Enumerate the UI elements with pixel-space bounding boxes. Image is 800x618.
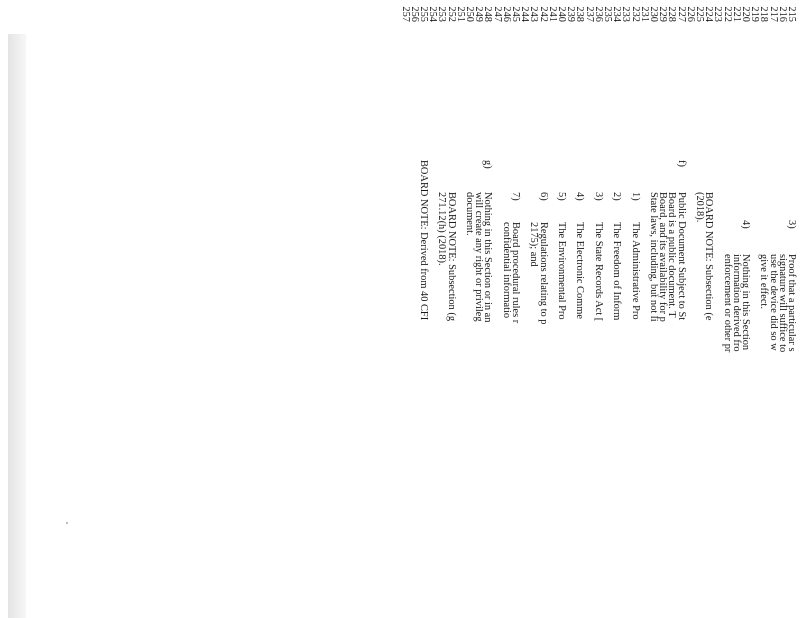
scanner-edge-shadow xyxy=(8,34,26,618)
line-number-text: 257 xyxy=(399,6,411,22)
line-number-text: 223 xyxy=(712,6,724,22)
text-234: The Freedom of Inform xyxy=(611,222,623,321)
f5-label: 5) xyxy=(556,192,567,201)
line-number-text: 233 xyxy=(620,6,632,22)
text-line-221 xyxy=(732,0,741,560)
text-232: The Administrative Pro xyxy=(629,222,641,320)
text-line-218 xyxy=(759,0,768,560)
text-230: State laws, including, but not li xyxy=(648,192,659,322)
f6-label: 6) xyxy=(537,192,549,201)
text-221: information derived fro xyxy=(730,254,742,352)
text-line-228 xyxy=(667,0,676,560)
text-line-230 xyxy=(649,0,658,560)
f7-label: 7) xyxy=(510,192,521,201)
line-number-text: 224 xyxy=(703,6,715,22)
line-number xyxy=(456,0,465,560)
item-4-label: 4) xyxy=(740,220,751,229)
text-line-253 xyxy=(437,0,446,560)
text-240: The Environmental Pro xyxy=(556,222,567,320)
f2-label: 2) xyxy=(611,192,623,201)
f3-label: 3) xyxy=(592,192,604,201)
line-number-text: 244 xyxy=(519,6,531,22)
text-line-215 xyxy=(787,0,796,560)
text-line-252 xyxy=(446,0,455,560)
text-line-222 xyxy=(722,0,731,560)
line-number-text: 249 xyxy=(473,6,485,22)
line-number xyxy=(428,0,437,560)
line-number-text: 238 xyxy=(574,6,586,22)
text-line-240 xyxy=(557,0,566,560)
scan-speck xyxy=(66,522,68,524)
text-216: signature will suffice to xyxy=(776,254,788,353)
f4-label: 4) xyxy=(574,192,586,201)
text-line-217 xyxy=(768,0,777,560)
text-224: BOARD NOTE: Subsection (e xyxy=(703,192,715,321)
text-245: Board procedural rules r xyxy=(510,222,521,324)
text-248: Nothing in this Section or in an xyxy=(482,192,494,323)
text-246: confidential informatio xyxy=(500,222,512,319)
text-217: use the device did so w xyxy=(767,254,779,351)
text-250: document. xyxy=(464,192,475,236)
line-number-text: 219 xyxy=(749,6,761,22)
line-number-text: 240 xyxy=(556,6,567,22)
line-number xyxy=(400,0,409,560)
line-number-text: 236 xyxy=(592,6,604,22)
text-238: The Electronic Comme xyxy=(574,222,586,319)
line-number-text: 220 xyxy=(740,6,751,22)
text-220: Nothing in this Section xyxy=(740,254,751,351)
line-number-text: 225 xyxy=(694,6,705,22)
section-g-label: g) xyxy=(482,160,494,169)
line-number-text: 235 xyxy=(602,6,613,22)
line-number-text: 222 xyxy=(721,6,733,22)
text-line-220 xyxy=(741,0,750,560)
rotated-document-page xyxy=(110,0,800,560)
line-number xyxy=(520,0,529,560)
line-number-text: 248 xyxy=(482,6,494,22)
item-3-label: 3) xyxy=(786,220,797,229)
line-number-text: 230 xyxy=(648,6,659,22)
text-242: Regulations relating to p xyxy=(537,222,549,325)
text-line-255 xyxy=(419,0,428,560)
line-number-text: 218 xyxy=(758,6,770,22)
text-218: give it effect. xyxy=(758,254,770,309)
line-number-text: 246 xyxy=(500,6,512,22)
f1-label: 1) xyxy=(629,192,641,201)
line-number-text: 243 xyxy=(528,6,540,22)
text-line-250 xyxy=(465,0,474,560)
line-number-text: 216 xyxy=(776,6,788,22)
section-f-label: f) xyxy=(675,160,687,167)
line-number-text: 254 xyxy=(427,6,439,22)
text-line-216 xyxy=(778,0,787,560)
text-line-234 xyxy=(612,0,621,560)
text-line-227 xyxy=(676,0,685,560)
text-line-242 xyxy=(538,0,547,560)
text-line-249 xyxy=(474,0,483,560)
text-249: will create any right or privileg xyxy=(473,192,485,322)
text-243: 2175); and xyxy=(528,222,540,267)
text-227: Public Document Subject to St xyxy=(675,192,687,321)
line-number xyxy=(686,0,695,560)
text-line-245 xyxy=(511,0,520,560)
line-number-text: 253 xyxy=(436,6,448,22)
text-line-232 xyxy=(630,0,639,560)
text-line-229 xyxy=(658,0,667,560)
text-line-248 xyxy=(483,0,492,560)
text-236: The State Records Act [ xyxy=(592,222,604,322)
line-number-text: 255 xyxy=(418,6,429,22)
line-number-text: 237 xyxy=(583,6,595,22)
line-number-text: 215 xyxy=(786,6,797,22)
line-number-text: 256 xyxy=(408,6,420,22)
text-253: 271.12(h) (2018). xyxy=(436,192,448,266)
text-229: Board, and its availability for p xyxy=(657,192,669,322)
text-line-224 xyxy=(704,0,713,560)
line-number-text: 229 xyxy=(657,6,669,22)
text-252: BOARD NOTE: Subsection (g xyxy=(445,192,457,322)
text-215: Proof that a particular s xyxy=(786,254,797,352)
text-225: (2018). xyxy=(694,192,705,223)
text-line-225 xyxy=(695,0,704,560)
text-line-246 xyxy=(502,0,511,560)
text-222: enforcement or other pr xyxy=(721,254,733,353)
line-number-text: 228 xyxy=(666,6,678,22)
line-number-text: 232 xyxy=(629,6,641,22)
line-number-text: 226 xyxy=(684,6,696,22)
line-number-text: 217 xyxy=(767,6,779,22)
line-number-text: 251 xyxy=(454,6,466,22)
line-number-text: 242 xyxy=(537,6,549,22)
line-number-text: 239 xyxy=(565,6,577,22)
line-number-text: 245 xyxy=(510,6,521,22)
line-number-text: 234 xyxy=(611,6,623,22)
text-255: BOARD NOTE: Derived from 40 CFI xyxy=(418,160,429,321)
line-number-text: 231 xyxy=(638,6,650,22)
line-number-text: 241 xyxy=(546,6,558,22)
text-228: Board is a public document. T xyxy=(666,192,678,318)
line-number-text: 247 xyxy=(491,6,503,22)
line-number-text: 250 xyxy=(464,6,475,22)
line-number-text: 227 xyxy=(675,6,687,22)
text-line-236 xyxy=(594,0,603,560)
line-number-text: 252 xyxy=(445,6,457,22)
line-number-text: 221 xyxy=(730,6,742,22)
text-line-243 xyxy=(529,0,538,560)
text-line-238 xyxy=(575,0,584,560)
